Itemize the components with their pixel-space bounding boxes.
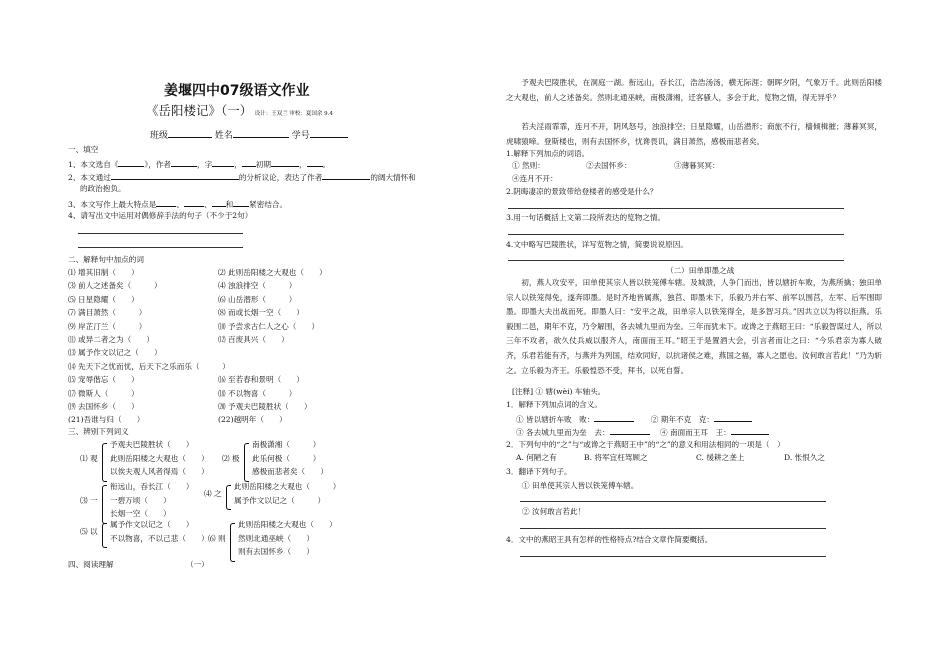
author-blank[interactable] bbox=[171, 159, 197, 167]
fill-question-4: 4、请写出文中运用对偶修辞手法的句子（不少于2句） bbox=[68, 211, 253, 220]
explain-item[interactable]: ⑶ 前人之述备矣（ ） bbox=[68, 281, 162, 291]
reading-q1: 1.解释下列加点的词语。 bbox=[506, 149, 590, 158]
feeling-blank[interactable] bbox=[322, 172, 370, 180]
class-label: 班级 bbox=[150, 131, 169, 141]
section-4-heading: 四、阅读理解 bbox=[68, 560, 114, 569]
reading-q1-item-4: ④连月不开： bbox=[512, 174, 558, 183]
identity-blank[interactable] bbox=[271, 159, 299, 167]
name-label: 姓名 bbox=[214, 131, 233, 141]
brace bbox=[102, 485, 107, 524]
meaning-item[interactable]: 属予作文以记之（ ） bbox=[234, 495, 326, 505]
lesson-title: 《岳阳楼记》（一） bbox=[146, 103, 253, 118]
explain-item[interactable]: ⒁ 先天下之忧而忧，后天下之乐而乐（ ） bbox=[68, 361, 230, 371]
explain-item[interactable]: ⒄ 微斯人（ ） bbox=[68, 388, 139, 398]
meaning-item[interactable]: 此则岳阳楼之大观也（ ） bbox=[238, 520, 337, 529]
reading-q3: 3.用一句话概括上文第二段所表达的览物之情。 bbox=[506, 213, 666, 222]
meaning-item[interactable]: 予观夫巴陵胜状（ ） bbox=[110, 440, 194, 449]
reading-q2: 2.阴晦凄凉的景致带给登楼者的感受是什么？ bbox=[506, 187, 658, 196]
explain-item[interactable]: ⑺ 满目萧然（ ） bbox=[68, 308, 147, 318]
meaning-item[interactable]: 衔远山，吞长江（ ） bbox=[110, 482, 194, 491]
answer-line[interactable] bbox=[508, 208, 844, 209]
meaning-item[interactable]: 此则岳阳楼之大观也（ ） bbox=[234, 482, 341, 491]
story-q3-item-1: ① 田单使其宗人皆以铁笼傅车辖。 bbox=[522, 481, 639, 490]
section-2-title: （二）田单即墨之战 bbox=[666, 266, 735, 275]
group-label: ⑹ 则 bbox=[208, 533, 226, 543]
analysis-blank[interactable] bbox=[111, 172, 239, 180]
group-label: ⑵ 极 bbox=[222, 453, 240, 463]
fill-question-1: 1、本文选自《 》，作者 ，字 ， 初期 ， 。 bbox=[68, 160, 331, 169]
explain-item[interactable]: ⑷ 浊浪排空（ ） bbox=[218, 281, 297, 291]
meaning-item[interactable]: 感极而悲者矣（ ） bbox=[252, 467, 328, 476]
source-blank[interactable] bbox=[118, 159, 144, 167]
brace bbox=[226, 485, 231, 510]
answer-line[interactable] bbox=[520, 556, 826, 557]
explain-item[interactable]: ⑹ 山岳潜形（ ） bbox=[218, 294, 297, 304]
story-q4: 4．文中的燕昭王具有怎样的性格特点?结合文章作简要概括。 bbox=[506, 535, 713, 544]
fill-question-2: 2、本文通过 的分析议论，表达了作者 的阔大情怀和 bbox=[68, 173, 416, 182]
reading-q1-items: ① 然则： ②去国怀乡： ③薄暮冥冥： bbox=[512, 161, 720, 170]
explain-item[interactable]: ⑿ 百废具兴（ ） bbox=[218, 335, 289, 344]
number-blank[interactable] bbox=[310, 130, 348, 138]
meaning-item[interactable]: 长烟一空（ ） bbox=[110, 509, 171, 518]
story-q1-row1: ① 皆以辖折车败 败： ② 期年不克 克： bbox=[516, 414, 752, 424]
explain-item[interactable]: ⑾ 或异二者之为（ ） bbox=[68, 335, 154, 344]
explain-item[interactable]: ⑻ 而或长烟一空（ ） bbox=[218, 308, 304, 318]
section-1-heading: 一、填空 bbox=[68, 145, 99, 154]
worksheet-title: 姜堰四中07级语文作业 bbox=[164, 83, 310, 99]
explain-item[interactable]: ⒂ 宠辱偕忘（ ） bbox=[68, 375, 139, 385]
meaning-item[interactable]: 一碧万顷（ ） bbox=[110, 495, 171, 505]
section-4-sub: （一） bbox=[186, 560, 209, 569]
explain-item[interactable]: ⑴ 增其旧制（ ） bbox=[68, 268, 139, 277]
student-info-row bbox=[150, 130, 348, 141]
group-label: ⑴ 观 bbox=[80, 453, 98, 463]
number-label: 学号 bbox=[291, 131, 310, 141]
explain-item[interactable]: (22)越明年（ ） bbox=[218, 415, 287, 425]
answer-line[interactable] bbox=[520, 528, 826, 529]
explain-item[interactable]: ⒅ 不以物喜（ ） bbox=[218, 388, 297, 398]
explain-item[interactable]: ⑼ 岸芷汀兰（ ） bbox=[68, 321, 147, 331]
explain-item[interactable]: ⒃ 至若春和景明（ ） bbox=[218, 375, 304, 385]
meaning-item[interactable]: 则有去国怀乡（ ） bbox=[238, 547, 314, 556]
story-note: [注释] ① 辖(wèi) 车轴头。 bbox=[512, 387, 606, 396]
fill-question-2-cont: 的政治抱负。 bbox=[80, 184, 126, 193]
section-2-heading: 二、解释句中加点的词 bbox=[68, 255, 144, 264]
answer-line[interactable] bbox=[520, 501, 826, 502]
credit-line: 设计：王双兰 审校：夏国余 9.4 bbox=[254, 111, 333, 117]
section-3-heading: 三、辨别下列词义 bbox=[68, 427, 129, 436]
dynasty-blank[interactable] bbox=[242, 159, 256, 167]
group-label: ⑸ 以 bbox=[80, 526, 98, 536]
story-passage: 初，燕人攻安平，田单使其宗人皆以铁笼傅车辖。及城溃，人争门而出，皆以辖折车败，为燕所擒；独田单宗人以铁笼得免，遂奔即墨。是时齐地皆属燕，独莒、即墨未下，乐毅乃并右军、前军以围莒，左军、后军围即墨。即墨大夫出战而死。即墨人曰：“安平之战，田单宗人以铁笼得全，是多智习兵。”因共立以为将以拒燕。乐毅围二邑，期年不克，乃令解围，各去城九里而为垒。三年而犹未下。或谗之于燕昭王曰：“乐毅智谋过人，所以三年不攻者，欲久仗兵威以服齐人，南面而王耳。”昭王于是置酒大会，引言者而让之曰：“今乐君亲为寡人破齐，乐君若能有齐，与燕并为列国，结欢同好，以抗诸侯之难，燕国之福，寡人之愿也。汝何敢言若此！”乃为斩之。立乐毅为齐王。乐毅惶恐不受，拜书，以死自誓。 bbox=[506, 278, 882, 375]
story-q3: 3．翻译下列句子。 bbox=[506, 467, 572, 476]
reading-q4: 4.文中略写巴陵胜状，详写览物之情，简要说说原因。 bbox=[506, 240, 688, 249]
explain-item[interactable]: (21)吾谁与归（ ） bbox=[68, 415, 145, 425]
story-q2-options: A. 何陋之有 B. 将军宜枉驾顾之 C. 缓耕之垄上 D. 怅恨久之 bbox=[516, 453, 826, 462]
courtesy-name-blank[interactable] bbox=[212, 159, 234, 167]
explain-item[interactable]: ⒀ 属予作文以记之（ ） bbox=[68, 348, 162, 358]
meaning-item[interactable]: 以俟夫观人风者得焉（ ） bbox=[110, 467, 209, 476]
story-q1: 1．解释下列加点词的含义。 bbox=[506, 400, 602, 409]
meaning-item[interactable]: 然则北通巫峡（ ） bbox=[238, 533, 314, 543]
lesson-subtitle bbox=[146, 105, 333, 118]
name-blank[interactable] bbox=[233, 130, 289, 138]
fill-question-3: 3、本文写作上最大特点是 、 、 和 紧密结合。 bbox=[68, 200, 288, 209]
group-label: ⑶ 一 bbox=[80, 495, 98, 505]
explain-item[interactable]: ⒆ 去国怀乡（ ） bbox=[68, 402, 139, 411]
answer-line[interactable] bbox=[508, 234, 844, 235]
story-q3-item-2: ② 汝何敢言若此！ bbox=[522, 507, 586, 516]
story-q2: 2．下列句中的“之”与“或谗之于燕昭王中”的“之”的意义和用法相同的一项是（ ） bbox=[506, 440, 785, 449]
answer-line[interactable] bbox=[78, 233, 243, 234]
answer-line[interactable] bbox=[78, 247, 243, 248]
meaning-item[interactable]: 南极潇湘（ ） bbox=[252, 440, 321, 449]
explain-item[interactable]: ⑸ 日星隐耀（ ） bbox=[68, 294, 139, 304]
story-q1-row2: ③ 各去城九里而为垒 去： ④ 南面而王耳 王： bbox=[516, 427, 769, 437]
explain-item[interactable]: ⑵ 此则岳阳楼之大观也（ ） bbox=[218, 268, 327, 277]
explain-item[interactable]: ⑽ 予尝求古仁人之心（ ） bbox=[218, 321, 320, 331]
extra-blank[interactable] bbox=[307, 159, 323, 167]
brace bbox=[102, 523, 107, 548]
meaning-item[interactable]: 属予作文以记之（ ） bbox=[110, 520, 194, 529]
class-blank[interactable] bbox=[168, 130, 212, 138]
brace bbox=[244, 443, 249, 482]
group-label: ⑷ 之 bbox=[204, 488, 222, 498]
answer-line[interactable] bbox=[508, 260, 844, 261]
brace bbox=[102, 443, 107, 482]
meaning-item[interactable]: 此乐何极（ ） bbox=[252, 453, 321, 463]
meaning-item[interactable]: 不以物喜，不以己悲（ ） bbox=[110, 533, 209, 543]
brace bbox=[230, 523, 235, 562]
passage-paragraph-1: 予观夫巴陵胜状，在洞庭一湖。衔远山，吞长江，浩浩汤汤，横无际涯；朝晖夕阴，气象万千。此则岳阳楼之大观也，前人之述备矣。然则北通巫峡，南极潇湘，迁客骚人，多会于此，览物之情，得无异乎？ bbox=[506, 78, 882, 102]
passage-paragraph-2: 若夫淫雨霏霏，连月不开，阴风怒号，浊浪排空；日星隐耀，山岳潜形；商旅不行，樯倾楫摧；薄暮冥冥，虎啸猿啼。登斯楼也，则有去国怀乡，忧谗畏讥，满目萧然，感极而悲者矣。 bbox=[506, 122, 882, 146]
meaning-item[interactable]: 此则岳阳楼之大观也（ ） bbox=[110, 453, 209, 463]
explain-item[interactable]: ⒇ 予观夫巴陵胜状（ ） bbox=[218, 402, 312, 411]
